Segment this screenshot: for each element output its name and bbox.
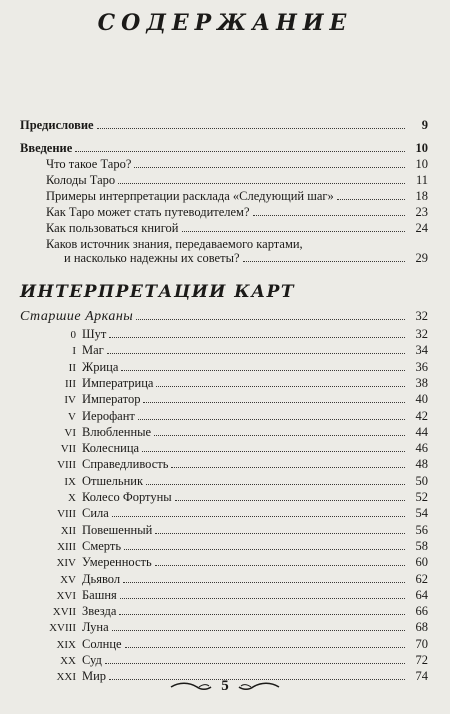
arcana-number: XVII: [52, 606, 76, 619]
arcana-number: IX: [64, 475, 76, 488]
arcana-number: XVIII: [49, 622, 76, 635]
dot-leader: [120, 589, 405, 599]
dot-leader: [155, 524, 405, 534]
arcana-entry: [36, 490, 428, 505]
toc-subsection: [20, 309, 428, 324]
arcana-label: Мир: [82, 669, 107, 684]
arcana-number: VIII: [57, 459, 76, 472]
arcana-entry: [36, 441, 428, 456]
arcana-number: XIII: [57, 540, 76, 553]
toc-entry-label: Как Таро может стать путеводителем?: [46, 205, 250, 219]
toc-entry-label: Что такое Таро?: [46, 157, 132, 171]
toc-entry-page: 24: [415, 221, 428, 235]
dot-leader: [156, 377, 405, 387]
arcana-page: 64: [415, 587, 428, 602]
arcana-label: Маг: [82, 343, 104, 358]
arcana-label: Иерофант: [82, 408, 135, 423]
arcana-entry: [36, 539, 428, 554]
dot-leader: [75, 142, 405, 152]
arcana-number: XV: [60, 573, 76, 586]
arcana-page: 70: [415, 636, 428, 651]
toc-entry: [64, 251, 428, 265]
page-footer: [0, 678, 450, 695]
arcana-number: XVI: [56, 589, 76, 602]
right-ornament-icon: [237, 681, 281, 693]
dot-leader: [105, 654, 405, 664]
arcana-label: Звезда: [82, 604, 117, 619]
arcana-label: Влюбленные: [82, 424, 152, 439]
toc-entry-page: 29: [415, 251, 428, 265]
arcana-number: III: [65, 377, 76, 390]
arcana-entry: [36, 572, 428, 587]
arcana-page: 48: [415, 457, 428, 472]
toc-entry: [46, 157, 428, 171]
arcana-label: Императрица: [82, 375, 154, 390]
dot-leader: [142, 442, 405, 452]
arcana-entry: [36, 360, 428, 375]
arcana-label: Сила: [82, 506, 109, 521]
subsection-label: Старшие Арканы: [20, 309, 134, 324]
arcana-label: Умеренность: [82, 555, 152, 570]
dot-leader: [143, 393, 405, 403]
arcana-label: Император: [82, 392, 141, 407]
dot-leader: [154, 426, 405, 436]
arcana-entry: [36, 620, 428, 635]
toc-entry-page: 10: [415, 157, 428, 171]
dot-leader: [112, 507, 405, 517]
arcana-number: 0: [70, 329, 76, 341]
arcana-number: XII: [60, 524, 76, 537]
left-ornament-icon: [169, 681, 213, 693]
section-heading: ИНТЕРПРЕТАЦИИ КАРТ: [20, 282, 296, 302]
dot-leader: [107, 344, 405, 354]
dot-leader: [97, 119, 405, 129]
page-number: 5: [221, 678, 229, 694]
arcana-page: 62: [415, 571, 428, 586]
arcana-entry: [36, 506, 428, 521]
arcana-label: Смерть: [82, 538, 122, 553]
arcana-page: 52: [415, 490, 428, 504]
arcana-entry: [36, 376, 428, 391]
dot-leader: [136, 310, 405, 320]
toc-entry-label: Как пользоваться книгой: [46, 221, 179, 235]
toc-entry-label: Примеры интерпретации расклада «Следующий шаг»: [46, 189, 334, 203]
arcana-number: II: [68, 361, 76, 374]
arcana-entry: [36, 588, 428, 603]
arcana-number: XXI: [56, 671, 76, 684]
dot-leader: [138, 410, 405, 420]
arcana-label: Повешенный: [82, 522, 153, 537]
dot-leader: [112, 621, 405, 631]
toc-entry: [20, 141, 428, 155]
arcana-page: 56: [415, 522, 428, 537]
arcana-number: VIII: [57, 508, 76, 521]
dot-leader: [119, 605, 405, 615]
arcana-number: XIV: [56, 557, 76, 570]
arcana-number: X: [68, 492, 76, 504]
arcana-page: 50: [415, 473, 428, 488]
dot-leader: [118, 174, 405, 184]
toc-entry-page: 32: [415, 309, 428, 323]
toc-entry-page: 23: [415, 205, 428, 219]
arcana-page: 74: [415, 669, 428, 684]
dot-leader: [243, 252, 405, 262]
toc-entry-page: 11: [415, 173, 428, 187]
arcana-entry: [36, 523, 428, 538]
arcana-page: 44: [415, 424, 428, 439]
dot-leader: [124, 540, 405, 550]
arcana-label: Справедливость: [82, 457, 169, 472]
arcana-label: Луна: [82, 620, 109, 635]
dot-leader: [175, 491, 405, 501]
arcana-page: 66: [415, 604, 428, 619]
toc-entry-page: 9: [421, 118, 428, 132]
dot-leader: [155, 556, 405, 566]
dot-leader: [146, 475, 405, 485]
arcana-label: Колесо Фортуны: [82, 490, 172, 504]
arcana-page: 34: [415, 343, 428, 358]
arcana-number: XX: [60, 655, 76, 667]
dot-leader: [125, 638, 405, 648]
arcana-entry: [36, 555, 428, 570]
arcana-page: 36: [415, 359, 428, 374]
arcana-number: XIX: [56, 638, 76, 651]
toc-entry-page: 18: [415, 189, 428, 203]
dot-leader: [109, 328, 405, 338]
arcana-page: 68: [415, 620, 428, 635]
arcana-number: V: [68, 410, 76, 423]
arcana-page: 54: [415, 506, 428, 521]
arcana-page: 58: [415, 538, 428, 553]
dot-leader: [121, 361, 405, 371]
toc-entry-page: 10: [415, 141, 428, 155]
arcana-number: IV: [64, 394, 76, 407]
arcana-page: 40: [415, 392, 428, 407]
dot-leader: [171, 458, 405, 468]
toc-entry-label: Предисловие: [20, 118, 94, 132]
dot-leader: [123, 573, 405, 583]
toc-entry: [20, 118, 428, 132]
arcana-entry: [36, 637, 428, 652]
arcana-entry: [36, 327, 428, 342]
arcana-page: 72: [415, 653, 428, 667]
dot-leader: [182, 222, 405, 232]
dot-leader: [253, 206, 405, 216]
toc-entry: [46, 173, 428, 187]
arcana-page: 46: [415, 441, 428, 456]
arcana-label: Отшельник: [82, 473, 144, 488]
arcana-entry: [36, 457, 428, 472]
arcana-entry: [36, 474, 428, 489]
arcana-label: Жрица: [82, 359, 119, 374]
arcana-page: 42: [415, 408, 428, 423]
arcana-entry: [36, 343, 428, 358]
arcana-label: Колесница: [82, 441, 140, 456]
arcana-number: VI: [64, 426, 76, 439]
arcana-label: Шут: [82, 327, 107, 341]
toc-entry: [46, 189, 428, 203]
toc-entry-label: Каков источник знания, передаваемого картами,: [46, 237, 303, 251]
arcana-label: Башня: [82, 587, 117, 602]
dot-leader: [134, 158, 405, 168]
arcana-page: 32: [415, 327, 428, 341]
arcana-entry: [36, 409, 428, 424]
arcana-page: 60: [415, 555, 428, 570]
arcana-number: VII: [60, 443, 76, 456]
arcana-label: Солнце: [82, 636, 122, 651]
toc-entry-label: Колоды Таро: [46, 173, 116, 187]
toc-entry-label: Введение: [20, 141, 73, 155]
arcana-entry: [36, 653, 428, 668]
toc-entry: [46, 205, 428, 219]
arcana-label: Дьявол: [82, 571, 121, 586]
arcana-page: 38: [415, 375, 428, 390]
arcana-entry: [36, 425, 428, 440]
arcana-entry: [36, 604, 428, 619]
arcana-label: Суд: [82, 653, 102, 667]
arcana-entry: [36, 392, 428, 407]
arcana-number: I: [72, 345, 76, 358]
toc-entry: [46, 221, 428, 235]
page-title: СОДЕРЖАНИЕ: [97, 10, 353, 36]
dot-leader: [337, 190, 405, 200]
toc-entry-label-continued: и насколько надежны их советы?: [64, 251, 240, 265]
